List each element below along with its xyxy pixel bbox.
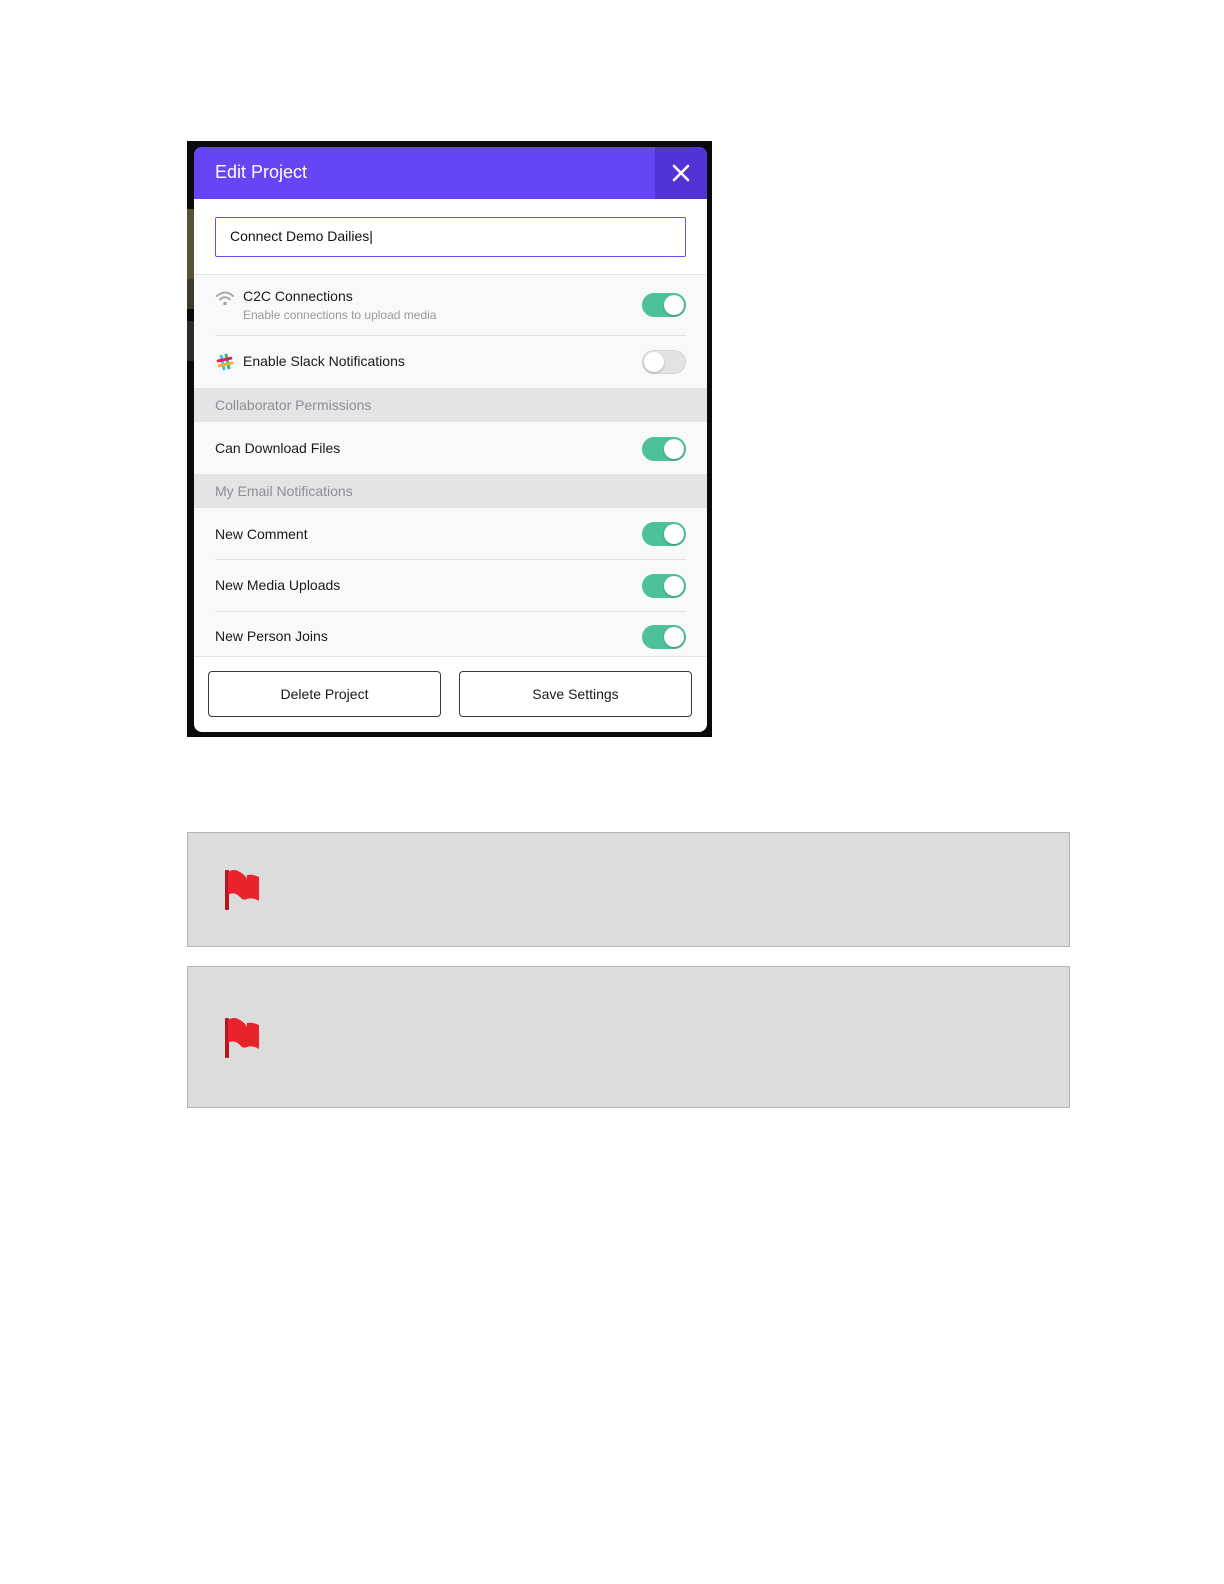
modal-header [194, 147, 707, 199]
slack-label: Enable Slack Notifications [243, 353, 405, 369]
modal-title: Edit Project [215, 162, 308, 182]
c2c-sublabel: Enable connections to upload media [243, 308, 437, 322]
can-download-label: Can Download Files [215, 440, 341, 456]
c2c-toggle[interactable] [642, 293, 686, 317]
edit-project-modal [194, 147, 707, 732]
toggle-knob [664, 576, 684, 596]
close-button[interactable] [655, 147, 707, 199]
toggle-knob [644, 352, 664, 372]
red-flag-icon [223, 1015, 263, 1059]
section-header-email-notifications [194, 474, 707, 508]
save-settings-button[interactable]: Save Settings [459, 671, 692, 717]
toggle-knob [664, 295, 684, 315]
slack-toggle[interactable] [642, 350, 686, 374]
toggle-knob [664, 439, 684, 459]
setting-row-new-media-uploads [194, 560, 707, 612]
red-flag-icon [223, 867, 263, 911]
setting-row-slack [194, 336, 707, 388]
section-header-collaborator-permissions [194, 388, 707, 422]
new-comment-label: New Comment [215, 526, 308, 542]
section-label: Collaborator Permissions [215, 397, 372, 413]
divider [194, 656, 707, 657]
project-name-input[interactable] [230, 218, 670, 255]
setting-row-new-person-joins [194, 612, 707, 656]
toggle-knob [664, 627, 684, 647]
new-media-uploads-label: New Media Uploads [215, 577, 341, 593]
close-icon [672, 164, 690, 182]
section-label: My Email Notifications [215, 483, 353, 499]
toggle-knob [664, 524, 684, 544]
c2c-label: C2C Connections [243, 288, 353, 304]
delete-project-button[interactable]: Delete Project [208, 671, 441, 717]
screenshot-frame [187, 141, 712, 737]
slack-icon [215, 352, 235, 372]
setting-row-c2c [194, 275, 707, 336]
setting-row-can-download [194, 422, 707, 474]
flag-note-box [187, 966, 1070, 1108]
can-download-toggle[interactable] [642, 437, 686, 461]
new-person-joins-toggle[interactable] [642, 625, 686, 649]
new-person-joins-label: New Person Joins [215, 628, 328, 644]
new-comment-toggle[interactable] [642, 522, 686, 546]
wifi-icon [215, 289, 235, 309]
setting-row-new-comment [194, 508, 707, 560]
new-media-uploads-toggle[interactable] [642, 574, 686, 598]
project-name-field [215, 217, 686, 257]
flag-note-box [187, 832, 1070, 947]
